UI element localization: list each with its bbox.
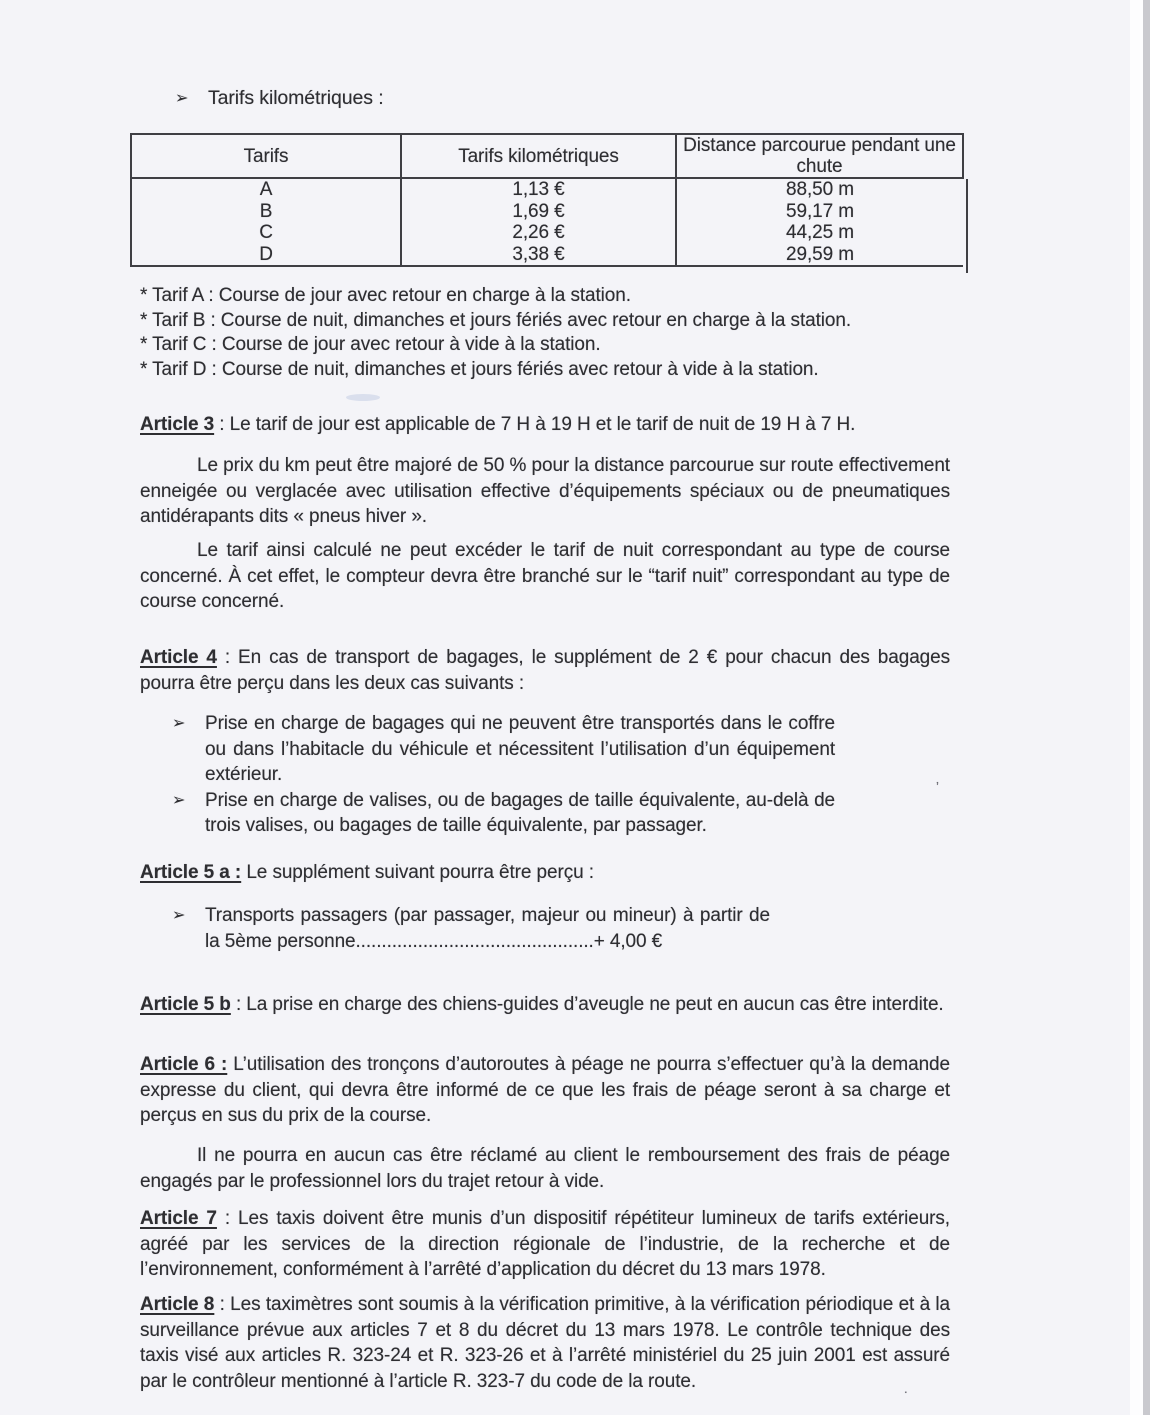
table-header-row [131,134,963,178]
footnote-tarif-a: * Tarif A : Course de jour avec retour en charge à la station. [140,285,631,306]
article-3 [140,412,950,438]
cell-tarif-km: 3,38 € [401,244,676,267]
article-8-label: Article 8 [140,1294,215,1315]
list-item [172,903,770,954]
table-header-tarifs: Tarifs [131,134,401,178]
article-8 [140,1292,950,1394]
article-5b [140,992,950,1018]
article-3-paragraph-1 [140,453,950,530]
scan-artifact: ’ [936,779,939,794]
table-header-distance-chute: Distance parcourue pendant une chute [676,134,963,178]
article-3-label: Article 3 [140,414,215,435]
arrow-bullet-icon: ➢ [172,791,186,809]
scan-edge [1143,0,1150,1415]
table-row-tarif-d [131,244,963,267]
article-6 [140,1052,950,1129]
list-item [172,788,835,839]
cell-tarif-km: 2,26 € [401,222,676,244]
article-4 [140,645,950,696]
article-7-label: Article 7 [140,1208,217,1229]
section-heading [175,86,384,111]
table-row-tarif-c [131,222,963,244]
article-6-text: L’utilisation des tronçons d’autoroutes à péage ne pourra s’effectuer qu’à la demande expresse du client, qui devra être informé de ce que les frais de péage seront à sa charge et perçus en sus du prix de la course. [140,1054,950,1126]
article-5b-text: : La prise en charge des chiens-guides d’aveugle ne peut en aucun cas être interdite. [235,994,944,1015]
cell-tarif-km: 1,13 € [401,178,676,201]
scan-artifact [346,394,380,401]
article-8-text: : Les taximètres sont soumis à la vérification primitive, à la vérification périodique et à la surveillance prévue aux articles 7 et 8 du décret du 13 mars 1978. Le contrôle technique des taxis visé aux articles R. 323-24 et R. 323-26 et à l’arrêté ministériel du 25 juin 2001 est assuré par le contrôleur mentionné à l’article R. 323-7 du code de la route. [140,1294,950,1392]
footnote-tarif-c: * Tarif C : Course de jour avec retour à vide à la station. [140,334,601,355]
article-5a-text: Le supplément suivant pourra être perçu : [246,862,594,883]
tariff-table [130,133,962,267]
cell-tarif: D [131,244,401,267]
article-4-label: Article 4 [140,647,217,668]
footnote-tarif-b: * Tarif B : Course de nuit, dimanches et jours fériés avec retour en charge à la station. [140,309,852,331]
cell-tarif-km: 1,69 € [401,201,676,223]
article-7 [140,1206,950,1283]
cell-distance: 44,25 m [676,222,963,244]
table-row-tarif-b [131,201,963,223]
cell-tarif: B [131,201,401,223]
section-heading-label: Tarifs kilométriques : [208,87,384,109]
article-6-paragraph-1 [140,1143,950,1194]
article-5a-label: Article 5 a : [140,862,242,883]
article-6-paragraph-1-text: Il ne pourra en aucun cas être réclamé au client le remboursement des frais de péage engagés par le professionnel lors du trajet retour à vide. [140,1145,950,1192]
article-3-text: : Le tarif de jour est applicable de 7 H à 19 H et le tarif de nuit de 19 H à 7 H. [219,414,856,435]
table-scan-border-artifact [966,179,968,273]
article-4-bullet-1-text: Prise en charge de bagages qui ne peuvent être transportés dans le coffre ou dans l’habitacle du véhicule et nécessitent l’utilisation d’un équipement extérieur. [205,713,835,785]
cell-distance: 59,17 m [676,201,963,223]
article-3-paragraph-1-text: Le prix du km peut être majoré de 50 % pour la distance parcourue sur route effectivement enneigée ou verglacée avec utilisation effective d’équipements spéciaux ou de pneumatiques antidérapants dits « pneus hiver ». [140,455,950,527]
cell-tarif: A [131,178,401,201]
cell-distance: 29,59 m [676,244,963,267]
arrow-bullet-icon: ➢ [175,90,189,107]
article-4-text: : En cas de transport de bagages, le supplément de 2 € pour chacun des bagages pourra être perçu dans les deux cas suivants : [140,647,950,694]
cell-distance: 88,50 m [676,178,963,201]
article-5b-label: Article 5 b [140,994,231,1015]
article-5a-bullet-1-text: Transports passagers (par passager, majeur ou mineur) à partir de la 5ème personne..............................................+ 4,00 € [205,905,770,952]
article-7-text: : Les taxis doivent être munis d’un dispositif répétiteur lumineux de tarifs extérieurs, agréé par les services de la direction régionale de l’industrie, de la recherche et de l’environnement, conformément à l’arrêté d’application du décret du 13 mars 1978. [140,1208,950,1280]
list-item [172,711,835,788]
table-header-tarifs-kilometriques: Tarifs kilométriques [401,134,676,178]
tarif-footnotes [140,284,970,382]
scan-artifact: . [904,1381,908,1396]
article-6-label: Article 6 : [140,1054,228,1075]
scan-edge-highlight [1130,0,1143,1415]
article-5a [140,860,950,886]
article-3-paragraph-2-text: Le tarif ainsi calculé ne peut excéder le tarif de nuit correspondant au type de course concerné. À cet effet, le compteur devra être branché sur le “tarif nuit” correspondant au type de course concerné. [140,540,950,612]
article-5a-bullet-list [172,903,770,954]
footnote-tarif-d: * Tarif D : Course de nuit, dimanches et jours fériés avec retour à vide à la station. [140,358,819,380]
article-4-bullet-2-text: Prise en charge de valises, ou de bagages de taille équivalente, au-delà de trois valises, ou bagages de taille équivalente, par passager. [205,789,835,836]
arrow-bullet-icon: ➢ [172,715,186,732]
arrow-bullet-icon: ➢ [172,907,186,924]
article-4-bullet-list [172,711,835,839]
table-row-tarif-a [131,178,963,201]
article-3-paragraph-2 [140,538,950,615]
cell-tarif: C [131,222,401,244]
